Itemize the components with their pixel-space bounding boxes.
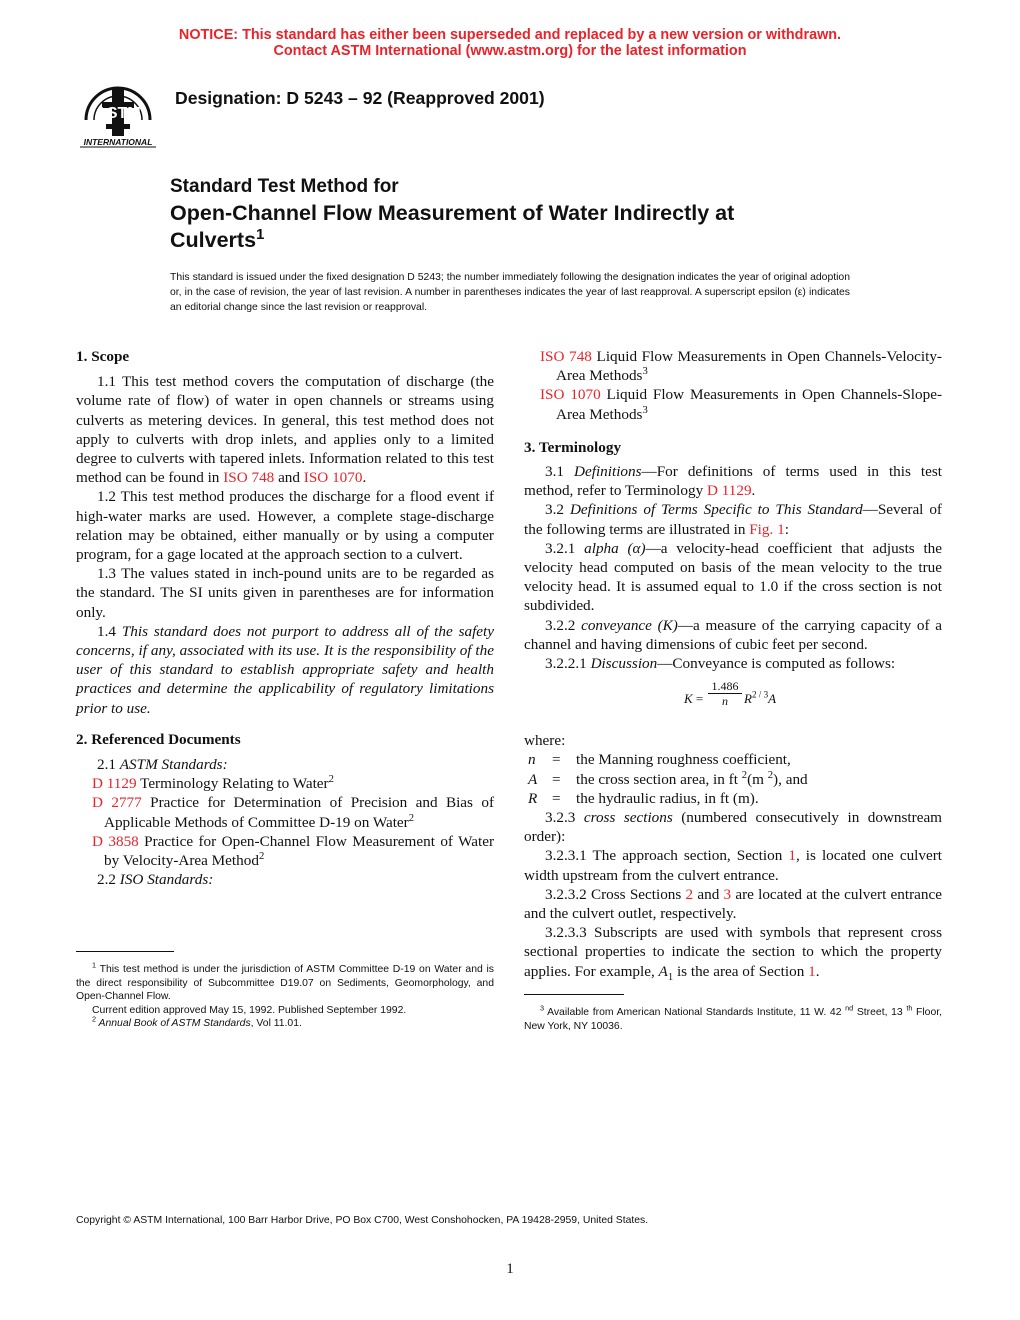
footnotes-left (76, 960, 494, 1031)
term-3-2-3-3-text-b: is the area of Section (673, 962, 809, 980)
ref-d3858-sup: 2 (258, 851, 265, 863)
where-desc-n: the Manning roughness coefficient, (576, 751, 791, 769)
where-desc-a (576, 770, 808, 789)
issued-note: This standard is issued under the fixed designation D 5243; the number immediately following the designation indicates the year of original adoption or, in the case of revision, the year of last revision. A number in parentheses indicates the year of last reapproval. A superscript epsilon (ε) indicates an editorial change since the last revision or reapproval. (170, 272, 850, 313)
astm-logo (76, 74, 160, 150)
ref-d1129 (76, 774, 494, 793)
footnote-rule-right (524, 994, 624, 995)
footnote-3 (524, 1003, 942, 1033)
astm-logo-graphic (76, 74, 160, 150)
ref-iso-748 (524, 347, 942, 385)
term-3-2-2-1-num: 3.2.2.1 (545, 655, 591, 673)
term-3-2-end: : (784, 520, 789, 538)
scope-1-3: 1.3 The values stated in inch-pound units are to be regarded as the standard. The SI units given in parentheses are for information only. (76, 565, 494, 621)
eq-numerator: 1.486 (711, 679, 739, 694)
iso-standards-label (76, 870, 494, 889)
scope-1-1 (76, 372, 494, 487)
footnote-2 (76, 1014, 494, 1031)
scope-1-2: 1.2 This test method produces the discharge for a flood event if high-water marks are used. However, a complete stage-discharge relation may be obtained, either manually or by using a computer program, for a gage located at the approach section to a culvert. (76, 488, 494, 564)
eq-fraction (708, 679, 742, 708)
title-footnote-ref: 1 (256, 225, 265, 243)
where-desc-a-1: the cross section area, in ft (576, 770, 742, 788)
term-3-2-3-num: 3.2.3 (545, 809, 584, 827)
eq-denominator: n (722, 694, 728, 709)
term-3-2-3-3-end: . (815, 962, 820, 980)
term-3-2-3-3 (524, 923, 942, 981)
footnote-2-end: , Vol 11.01. (250, 1018, 302, 1030)
term-3-1 (524, 462, 942, 500)
term-3-2-3-2-and: and (693, 885, 724, 903)
where-row-n (524, 750, 942, 769)
term-3-2-3-2-text-a: 3.2.3.2 Cross Sections (545, 885, 686, 903)
term-3-2-3-text: (numbered consecutively in downstream order): (524, 809, 942, 846)
scope-1-4 (76, 622, 494, 718)
astm-standards-text: ASTM Standards: (119, 756, 228, 774)
ref-d3858 (76, 832, 494, 870)
term-3-2-text: —Several of the following terms are illustrated in (524, 501, 942, 538)
eq-k: K (684, 691, 693, 707)
term-3-2-2-text: —a measure of the carrying capacity of a channel and having dimensions of cubic feet per second. (524, 616, 943, 653)
where-sup-m2: 2 (767, 769, 774, 781)
term-3-2-1 (524, 539, 942, 616)
term-3-2-2-num: 3.2.2 (545, 616, 582, 634)
where-eq-n: = (552, 751, 561, 769)
ref-d2777-sup: 2 (408, 812, 415, 824)
term-3-2-3 (524, 808, 942, 846)
scope-1-4-text: This standard does not purport to address all of the safety concerns, if any, associated with its use. It is the responsibility of the user of this standard to establish appropriate safety and health practices and determine the applicability of regulatory limitations prior to use. (76, 622, 494, 717)
term-3-2-3-3-text-a: 3.2.3.3 Subscripts are used with symbols that represent cross sectional properties to indicate the section to which the property applies. For example, (524, 924, 942, 980)
term-3-1-text: —For definitions of terms used in this test method, refer to Terminology (524, 463, 943, 500)
footnote-3-nd: nd (845, 1003, 854, 1013)
title-line3: Culverts (170, 228, 257, 252)
term-3-2-3-2 (524, 885, 942, 923)
ref-d2777 (76, 793, 494, 831)
term-3-2-2 (524, 616, 942, 654)
footnote-rule-left (76, 951, 174, 952)
term-3-1-end: . (751, 482, 756, 500)
ref-iso-748-sup: 3 (642, 366, 648, 378)
eq-exponent: 2 / 3 (751, 689, 769, 700)
where-eq-r: = (552, 789, 561, 807)
link-section-2[interactable]: 2 (685, 885, 694, 903)
astm-standards-num: 2.1 (97, 756, 120, 774)
page-number: 1 (506, 1261, 514, 1277)
term-3-2-2-1-term: Discussion (590, 655, 658, 673)
title-line2: Open-Channel Flow Measurement of Water Indirectly at (170, 201, 735, 225)
ref-iso-748-text: Liquid Flow Measurements in Open Channels-Velocity-Area Methods (556, 348, 942, 385)
where-desc-r: the hydraulic radius, in ft (m). (576, 789, 759, 807)
link-section-3[interactable]: 3 (723, 885, 732, 903)
term-3-2-3-3-sub: 1 (667, 971, 674, 983)
term-3-1-term: Definitions (574, 463, 642, 481)
term-3-2 (524, 500, 942, 538)
link-d1129[interactable]: D 1129 (92, 775, 137, 793)
footnote-3-sup: 3 (540, 1003, 545, 1013)
eq-equals: = (692, 691, 704, 707)
footnote-2-sup: 2 (92, 1014, 97, 1024)
footnote-3-text-c: Floor, New York, NY 10036. (524, 1007, 942, 1032)
eq-a: A (768, 691, 777, 707)
withdrawal-notice-line1: NOTICE: This standard has either been superseded and replaced by a new version or withdrawn. (178, 27, 842, 43)
refdocs-heading: 2. Referenced Documents (76, 730, 241, 748)
footnote-2-text: Annual Book of ASTM Standards (96, 1018, 251, 1030)
left-column (76, 347, 494, 889)
conveyance-equation (524, 675, 942, 721)
document-title (170, 175, 734, 254)
logo-letters: ASTM (95, 105, 141, 122)
term-3-2-1-term: alpha (α) (584, 539, 646, 557)
ref-iso-1070 (524, 385, 942, 423)
term-3-2-3-1-text-a: 3.2.3.1 The approach section, Section (545, 847, 789, 865)
term-3-2-1-text: —a velocity-head coefficient that adjusts the velocity head computed on basis of the mean velocity to the true velocity head. It is assumed equal to 1.0 if the cross section is not subdivided. (524, 539, 943, 615)
eq-rhs (744, 689, 776, 708)
term-3-2-num: 3.2 (545, 501, 570, 519)
link-fig-1[interactable]: Fig. 1 (749, 520, 785, 538)
footnote-1-sup: 1 (92, 960, 97, 970)
footnotes-right (524, 1003, 942, 1033)
scope-1-1-end: . (362, 469, 367, 487)
scope-1-1-text: 1.1 This test method covers the computation of discharge (the volume rate of flow) of water in open channels or streams using culverts as metering devices. In general, this test method does not apply to culverts with drop inlets, and applies only to a limited degree to culverts with tapered inlets. Information related to this test method can be found in (76, 373, 494, 487)
ref-d1129-sup: 2 (328, 774, 334, 786)
eq-r: R (744, 691, 752, 707)
link-section-1[interactable]: 1 (788, 847, 796, 865)
logo-subtitle: INTERNATIONAL (83, 137, 153, 147)
footnote-3-text-a: Available from American National Standards Institute, 11 W. 42 (544, 1007, 846, 1018)
where-row-r (524, 789, 942, 808)
term-3-2-term: Definitions of Terms Specific to This Standard (569, 501, 863, 519)
footnote-3-th: th (906, 1003, 913, 1013)
footnote-1-edition: Current edition approved May 15, 1992. Published September 1992. (92, 1004, 407, 1016)
term-3-2-3-2-text-b: are located at the culvert entrance and the culvert outlet, respectively. (524, 885, 942, 923)
footnote-1-text: This test method is under the jurisdiction of ASTM Committee D-19 on Water and is the direct responsibility of Subcommittee D19.07 on Sediments, Geomorphology, and Open-Channel Flow. (76, 964, 494, 1003)
ref-iso-1070-sup: 3 (642, 404, 648, 416)
where-row-a (524, 770, 942, 789)
where-sup-ft2: 2 (741, 769, 748, 781)
iso-standards-num: 2.2 (97, 871, 120, 889)
iso-standards-text: ISO Standards: (119, 871, 214, 889)
terminology-heading: 3. Terminology (524, 438, 622, 456)
link-iso-748-ref[interactable]: ISO 748 (540, 348, 592, 365)
term-3-2-3-3-sym: A (658, 962, 668, 980)
where-sym-r: R (528, 789, 538, 807)
link-d2777[interactable]: D 2777 (92, 794, 142, 812)
ref-d2777-text: Practice for Determination of Precision and Bias of Applicable Methods of Committee D-19 on Water (104, 794, 495, 831)
where-sym-a: A (528, 770, 538, 788)
term-3-2-3-1-text-b: , is located one culvert width upstream from the culvert entrance. (524, 847, 942, 884)
scope-1-4-num: 1.4 (97, 622, 122, 640)
ref-d3858-text: Practice for Open-Channel Flow Measurement of Water by Velocity-Area Method (104, 832, 494, 870)
term-3-2-2-1-text: —Conveyance is computed as follows: (657, 655, 896, 673)
designation: Designation: D 5243 – 92 (Reapproved 2001) (175, 88, 545, 108)
link-section-1-example[interactable]: 1 (808, 962, 816, 980)
term-3-2-2-term: conveyance (K) (581, 616, 678, 634)
title-line1: Standard Test Method for (170, 176, 399, 197)
where-desc-a-3: ), and (773, 770, 808, 788)
where-sym-n: n (528, 751, 536, 769)
scope-heading: 1. Scope (76, 348, 130, 365)
where-desc-a-2: (m (747, 770, 768, 788)
term-3-2-2-1 (524, 654, 942, 673)
footnote-3-text-b: Street, 13 (853, 1007, 907, 1018)
footnote-1 (76, 960, 494, 1004)
term-3-1-num: 3.1 (545, 463, 575, 481)
eq-lhs (684, 689, 703, 708)
where-eq-a: = (552, 770, 561, 788)
link-iso-1070-ref[interactable]: ISO 1070 (540, 386, 601, 404)
term-3-2-1-num: 3.2.1 (545, 539, 585, 557)
link-d1129-term[interactable]: D 1129 (706, 482, 752, 500)
copyright: Copyright © ASTM International, 100 Barr Harbor Drive, PO Box C700, West Conshohocken, PA 19428-2959, United States. (76, 1215, 649, 1226)
term-3-2-3-term: cross sections (583, 809, 673, 827)
link-iso-748[interactable]: ISO 748 (223, 469, 275, 487)
term-3-2-3-1 (524, 846, 942, 884)
withdrawal-notice-line2: Contact ASTM International (www.astm.org) for the latest information (273, 43, 747, 59)
ref-iso-1070-text: Liquid Flow Measurements in Open Channels-Slope-Area Methods (556, 386, 942, 423)
where-label: where: (524, 732, 566, 750)
ref-d1129-text: Terminology Relating to Water (136, 775, 329, 793)
link-iso-1070[interactable]: ISO 1070 (303, 469, 363, 487)
scope-1-1-and: and (274, 469, 304, 487)
link-d3858[interactable]: D 3858 (92, 832, 139, 850)
right-column (524, 347, 942, 981)
astm-standards-label (76, 755, 494, 774)
